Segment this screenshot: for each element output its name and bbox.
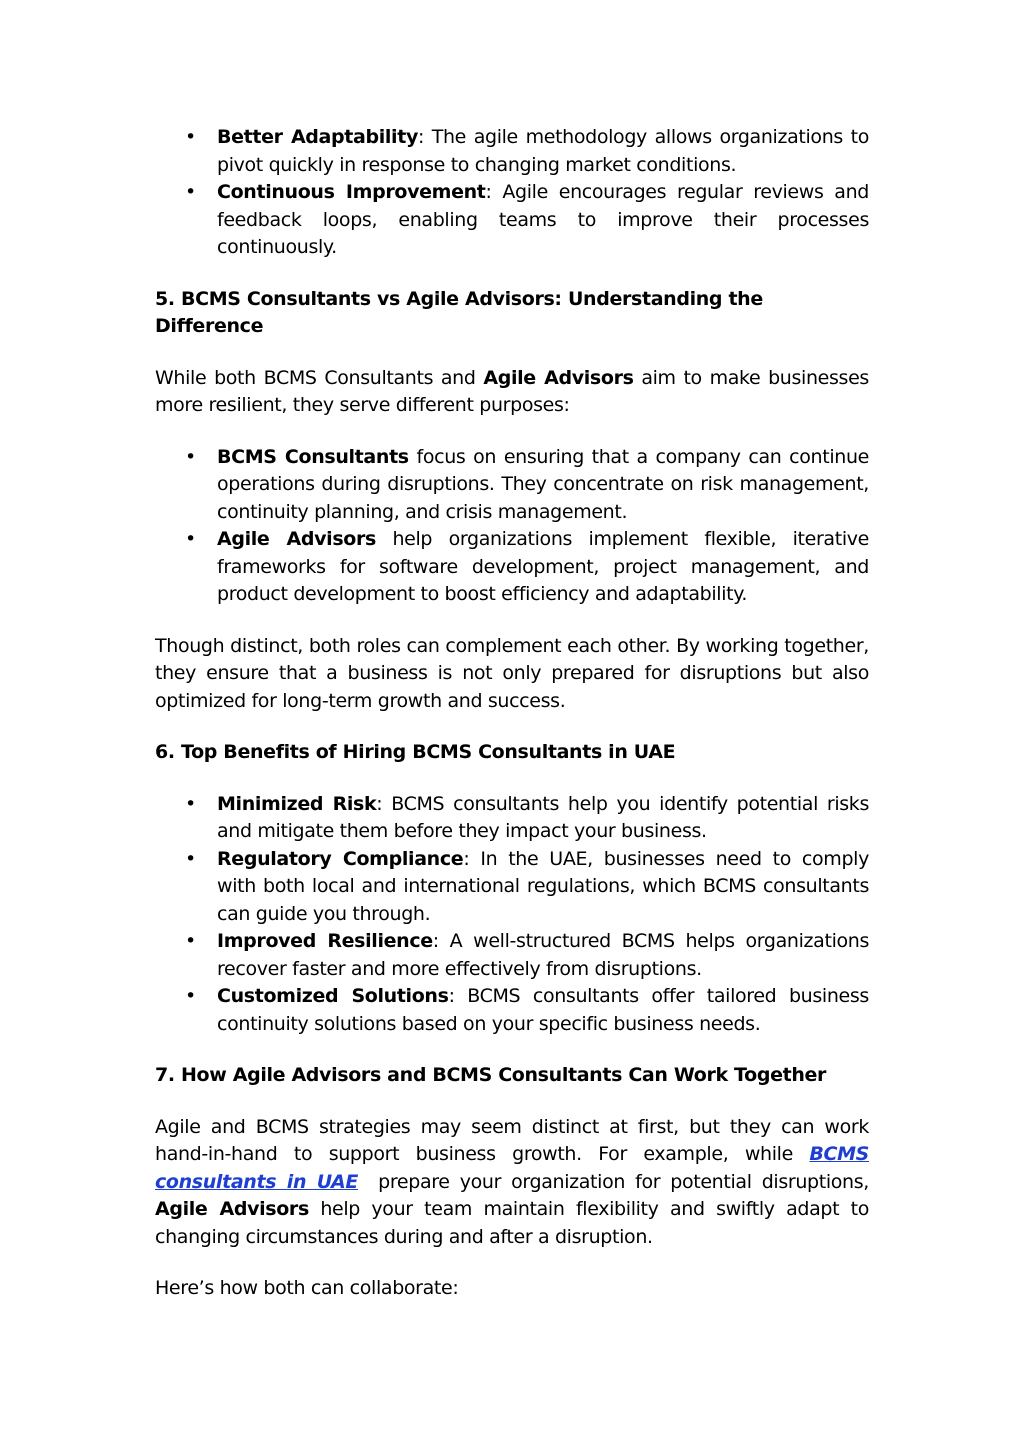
- intro-bold-term: Agile Advisors: [483, 366, 634, 389]
- list-item-text: The agile methodology allows organizations to pivot quickly in response to changing market conditions.: [217, 126, 869, 176]
- list-item-separator: :: [448, 985, 455, 1007]
- list-item: [155, 124, 869, 179]
- intro-text: While both BCMS Consultants and: [155, 366, 484, 389]
- paragraph-text: prepare your organization for potential disruptions,: [358, 1170, 875, 1193]
- list-item-separator: :: [432, 930, 439, 952]
- list-item-text: In the UAE, businesses need to comply with both local and international regulations, which BCMS consultants can guide you through.: [217, 847, 869, 925]
- list-item-text: focus on ensuring that a company can continue operations during disruptions. They concentrate on risk management, continuity planning, and crisis management.: [217, 445, 869, 523]
- section-5-heading: 5. BCMS Consultants vs Agile Advisors: Understanding the Difference: [155, 287, 763, 337]
- list-item-text: BCMS consultants help you identify potential risks and mitigate them before they impact your business.: [217, 792, 870, 842]
- paragraph-text: Agile and BCMS strategies may seem distinct at first, but they can work hand-in-hand to support business growth. For example, while: [155, 1115, 869, 1165]
- list-item-term: Regulatory Compliance: [217, 847, 464, 870]
- list-item-separator: :: [417, 126, 425, 148]
- paragraph-text: help your team maintain flexibility and swiftly adapt to changing circumstances during and after a disruption.: [155, 1198, 869, 1248]
- list-item-text: Agile encourages regular reviews and feedback loops, enabling teams to improve their processes continuously.: [217, 181, 869, 258]
- section-6-heading: 6. Top Benefits of Hiring BCMS Consultants in UAE: [155, 741, 676, 763]
- list-item: [155, 444, 869, 527]
- paragraph-bold-term: Agile Advisors: [155, 1198, 309, 1220]
- list-item-term: Agile Advisors: [217, 528, 376, 550]
- document-page: [155, 124, 875, 1303]
- list-item-separator: :: [463, 847, 470, 870]
- list-item-separator: :: [485, 181, 492, 203]
- list-item: [155, 526, 869, 609]
- list-item: [155, 791, 869, 846]
- list-item: [155, 983, 869, 1038]
- section-7-collaborate-intro: Here’s how both can collaborate:: [155, 1277, 459, 1299]
- list-item-text: help organizations implement flexible, iterative frameworks for software development, project management, and product development to boost efficiency and adaptability.: [217, 528, 869, 605]
- list-item-separator: :: [376, 792, 383, 815]
- list-item: [155, 179, 869, 262]
- section-7-heading: 7. How Agile Advisors and BCMS Consultants Can Work Together: [155, 1064, 827, 1086]
- list-item-term: Continuous Improvement: [217, 181, 486, 203]
- list-item-term: Customized Solutions: [217, 985, 449, 1007]
- list-item-term: Improved Resilience: [217, 930, 433, 952]
- section-5-intro: [155, 365, 869, 420]
- list-item-term: Minimized Risk: [217, 792, 377, 815]
- agile-benefits-list: [155, 124, 869, 262]
- intro-text: aim to make businesses more resilient, they serve different purposes:: [155, 366, 869, 416]
- section-7-paragraph: [155, 1114, 875, 1252]
- list-item: [155, 846, 869, 929]
- list-item-term: BCMS Consultants: [217, 445, 409, 468]
- list-item-term: Better Adaptability: [217, 126, 418, 148]
- list-item-text: BCMS consultants offer tailored business continuity solutions based on your specific business needs.: [217, 985, 869, 1035]
- list-item: [155, 928, 869, 983]
- benefits-list: [155, 791, 869, 1039]
- bcms-consultants-link[interactable]: BCMS consultants in UAE: [155, 1143, 869, 1193]
- roles-list: [155, 444, 869, 609]
- section-5-closing: Though distinct, both roles can complement each other. By working together, they ensure that a business is not only prepared for disruptions but also optimized for long-term growth and success.: [155, 634, 869, 712]
- list-item-text: A well-structured BCMS helps organizations recover faster and more effectively from disruptions.: [217, 930, 870, 980]
